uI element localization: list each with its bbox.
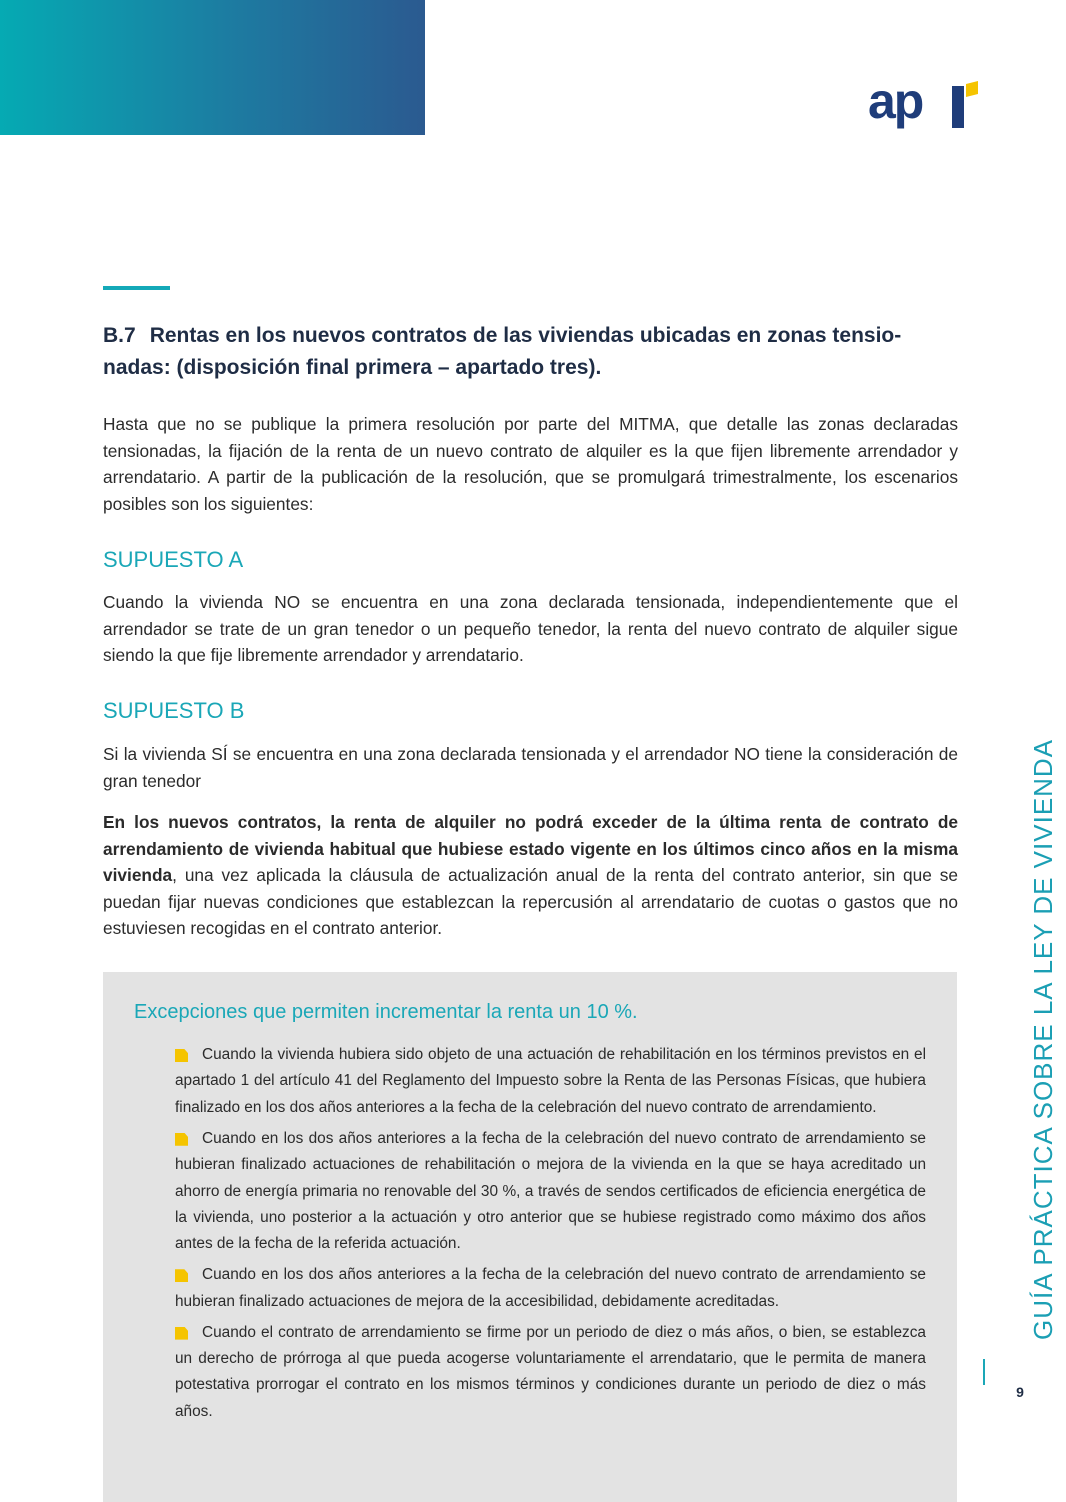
exception-item xyxy=(175,1126,926,1258)
supuesto-a-heading: SUPUESTO A xyxy=(103,547,244,572)
bullet-icon xyxy=(175,1049,188,1062)
exceptions-box xyxy=(103,972,957,1502)
exception-text: Cuando la vivienda hubiera sido objeto de una actuación de rehabilitación en los términos previstos en el apartado 1 del artículo 41 del Reglamento del Impuesto sobre la Renta de las Personas Físicas, que hubiera finalizado en los dos años anteriores a la fecha de la celebración del nuevo contrato de arrendamiento. xyxy=(175,1046,926,1116)
exceptions-list xyxy=(175,1042,926,1430)
side-guide-title: GUÍA PRÁCTICA SOBRE LA LEY DE VIVIENDA xyxy=(1028,738,1058,1340)
exception-item xyxy=(175,1262,926,1315)
supuesto-b-heading: SUPUESTO B xyxy=(103,698,245,723)
side-divider xyxy=(983,1359,985,1385)
exception-item xyxy=(175,1042,926,1121)
supuesto-a-text: Cuando la vivienda NO se encuentra en una zona declarada tensionada, independientemente que el arrendador se trate de un gran tenedor o un pequeño tenedor, la renta del nuevo contrato de alquiler sigue siendo la que fije libremente arrendador y arrendatario. xyxy=(103,592,958,665)
section-title: Rentas en los nuevos contratos de las viviendas ubicadas en zonas tensio-nadas: (disposición final primera – apartado tres). xyxy=(103,324,902,379)
exception-text: Cuando el contrato de arrendamiento se firme por un periodo de diez o más años, o bien, se establezca un derecho de prórroga al que pueda acogerse voluntariamente el arrendatario, que le permita de manera potestativa prorrogar el contrato en los mismos términos y condiciones durante un periodo de diez o más años. xyxy=(175,1323,926,1420)
supuesto-b-text: Si la vivienda SÍ se encuentra en una zona declarada tensionada y el arrendador NO tiene la consideración de gran tenedor xyxy=(103,744,958,791)
exception-item xyxy=(175,1320,926,1426)
section-accent-line xyxy=(103,286,170,290)
supuesto-b-rule-paragraph xyxy=(103,809,958,942)
api-logo xyxy=(866,78,982,140)
exception-text: Cuando en los dos años anteriores a la fecha de la celebración del nuevo contrato de arrendamiento se hubieran finalizado actuaciones de mejora de la accesibilidad, debidamente acreditadas. xyxy=(175,1266,926,1310)
svg-text:ap: ap xyxy=(868,78,923,129)
section-heading xyxy=(103,320,958,384)
exceptions-title: Excepciones que permiten incrementar la renta un 10 %. xyxy=(134,1001,638,1023)
intro-paragraph: Hasta que no se publique la primera resolución por parte del MITMA, que detalle las zonas declaradas tensionadas, la fijación de la renta de un nuevo contrato de alquiler es la que fijen libremente arrendador y arrendatario. A partir de la publicación de la resolución, que se promulgará trimestralmente, los escenarios posibles son los siguientes: xyxy=(103,414,958,514)
section-number: B.7 xyxy=(103,324,136,347)
header-gradient-band xyxy=(0,0,425,135)
supuesto-b-rule-rest: , una vez aplicada la cláusula de actualización anual de la renta del contrato anterior, sin que se puedan fijar nuevas condiciones que establezcan la repercusión al arrendatario de cuotas o gastos que no estuviesen recogidas en el contrato anterior. xyxy=(103,865,958,938)
bullet-icon xyxy=(175,1327,188,1340)
supuesto-b-rule-bold: En los nuevos contratos, la renta de alquiler no podrá exceder de la última renta de contrato de arrendamiento de vivienda habitual que hubiese estado vigente en los últimos cinco años en la misma vivienda xyxy=(103,812,958,885)
exception-text: Cuando en los dos años anteriores a la fecha de la celebración del nuevo contrato de arrendamiento se hubieran finalizado actuaciones de rehabilitación o mejora de la vivienda en la que se haya acreditado un ahorro de energía primaria no renovable del 30 %, a través de sendos certificados de eficiencia energética de la vivienda, uno posterior a la actuación y otro anterior que se hubiese registrado como máximo dos años antes de la fecha de la referida actuación. xyxy=(175,1129,926,1253)
page-number: 9 xyxy=(1016,1384,1024,1400)
bullet-icon xyxy=(175,1269,188,1282)
bullet-icon xyxy=(175,1133,188,1146)
